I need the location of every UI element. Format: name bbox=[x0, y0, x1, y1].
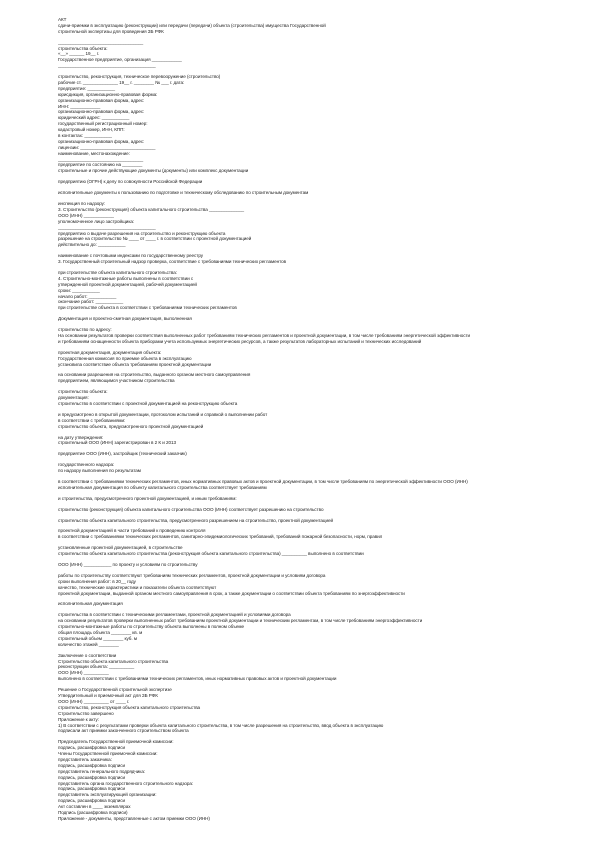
text-line: На основании результатов проверки соответствия выполненных работ требованиям технических регламентов и проектной документации, в том числе требованиям энергетической эффективности bbox=[58, 332, 471, 338]
text-line: «__» ______ 19__ г. bbox=[58, 51, 100, 57]
text-line: Члены Государственной приемочной комиссии: bbox=[58, 751, 158, 757]
document-title: АКТ bbox=[58, 17, 67, 22]
text-line: строительства объекта: bbox=[58, 45, 108, 51]
paragraph bbox=[58, 389, 554, 407]
paragraph bbox=[58, 435, 554, 447]
paragraph bbox=[58, 545, 554, 557]
text-line: 3. Государственный строительный надзор проверка, соответствие с требованиями технических регламентов bbox=[58, 259, 286, 265]
text-line: количество этажей ________ bbox=[58, 641, 119, 647]
text-line: юридический адрес: ___________ bbox=[58, 115, 130, 121]
text-line: подпись, расшифровка подписи bbox=[58, 745, 125, 751]
paragraph bbox=[58, 179, 554, 185]
text-line: Государственная комиссия по приемке объекта в эксплуатацию bbox=[58, 355, 192, 361]
paragraph bbox=[58, 316, 554, 322]
text-line: ИНН: ____________ bbox=[58, 103, 101, 109]
text-line: при строительстве объекта в соответствии с требованиями технических регламентов bbox=[58, 305, 237, 311]
text-line: в соответствии с требованиями технических регламентов, санитарно-эпидемиологических требований, требований пожарной безопасности, норм, правил bbox=[58, 534, 383, 540]
text-line: на основании разрешения на строительство, выданного органом местного самоуправления bbox=[58, 372, 251, 378]
text-line: окончание работ: ___________ bbox=[58, 299, 124, 305]
text-line: Решение о Государственной строительной экспертизе bbox=[58, 687, 172, 693]
text-line: наименование с почтовыми индексами по государственному реестру bbox=[58, 253, 204, 259]
paragraph bbox=[58, 528, 554, 540]
text-line: __________________________________ bbox=[58, 39, 144, 45]
text-line: строительство (реконструкция) объекта капитального строительства ООО (ИНН) соответствует разрешению на строительство bbox=[58, 506, 324, 512]
text-line: общая площадь объекта ________ кв. м bbox=[58, 630, 143, 636]
text-line: строительной экспертизы для проведения ЗБ РФК bbox=[58, 28, 164, 34]
text-line: Государственное предприятие, организация ____________ bbox=[58, 57, 182, 63]
text-line: предприятию о выдаче разрешения на строительство и реконструкцию объекта bbox=[58, 230, 226, 236]
text-line: строительство объекта капитального строительства (реконструкция объекта капитального строительства) __________ выполнено в соответствии bbox=[58, 551, 364, 557]
text-line: сроки: ___________ bbox=[58, 287, 100, 293]
text-line: Приложение - документы, представленные с актом приемки ООО (ИНН) bbox=[58, 815, 210, 821]
text-line: утвержденной проектной документацией, рабочей документацией bbox=[58, 281, 197, 287]
text-line: 4. Строительно-монтажные работы выполнены в соответствии с bbox=[58, 275, 194, 281]
text-line: сроки выполнения работ: в 20__ году bbox=[58, 578, 136, 584]
text-line: наименование, местонахождение: bbox=[58, 150, 130, 156]
text-line: исполнительные документы к пользованию по подготовке и техническому обследованию по строительным документам bbox=[58, 190, 309, 196]
text-line: Документация и проектно-сметная документация, выполненная bbox=[58, 316, 192, 322]
text-line: установила соответствие объекта требованиям проектной документации bbox=[58, 361, 212, 367]
paragraph bbox=[58, 612, 554, 647]
text-line: Строительство объекта капитального строительства bbox=[58, 658, 169, 664]
text-line: проектной документацией в части требований к проведению контроля bbox=[58, 528, 206, 534]
document-body bbox=[58, 17, 554, 822]
text-line: рабочие ст. ______________ 19__ г. ________ № ___ г. дата: bbox=[58, 80, 185, 86]
text-line: Приложение к акту: bbox=[58, 716, 99, 722]
text-line: в контактах: ___________ bbox=[58, 133, 112, 139]
text-line: работы по строительству соответствуют требованиям технических регламентов, проектной документации и условиям договора bbox=[58, 572, 326, 578]
text-line: государственный регистрационный номер: bbox=[58, 121, 148, 127]
paragraph bbox=[58, 451, 554, 457]
paragraph bbox=[58, 518, 554, 524]
paragraph bbox=[58, 40, 554, 69]
paragraph bbox=[58, 687, 554, 734]
text-line: подписали акт приемки законченного строительством объекта bbox=[58, 728, 189, 734]
paragraph bbox=[58, 739, 554, 821]
paragraph bbox=[58, 190, 554, 196]
paragraph bbox=[58, 496, 554, 502]
paragraph bbox=[58, 479, 554, 491]
text-line: и предусмотрено в открытой документации, протоколом испытаний и справкой о выполнении работ bbox=[58, 411, 268, 417]
text-line: строительный ООО (ИНН) зарегистрирован в 2 К и 2013 bbox=[58, 440, 176, 446]
paragraph bbox=[58, 562, 554, 568]
paragraph bbox=[58, 601, 554, 607]
text-line: строительство, реконструкция, техническое перевооружение (строительство) bbox=[58, 74, 221, 80]
text-line: строительство, реконструкция объекта капитального строительства bbox=[58, 704, 201, 710]
text-line: 1) В соответствии с результатами проверки объекта капитального строительства, в том числе разрешения на строительство, ввод объекта в эксплуатацию bbox=[58, 722, 384, 728]
text-line: подпись, расшифровка подписи bbox=[58, 786, 125, 792]
text-line: и требованиям оснащенности объекта приборами учета используемых энергетических ресурсов, а также результатов лабораторных испытаний и технических исследований bbox=[58, 338, 422, 344]
text-line: организационно-правовая форма, адрес: bbox=[58, 109, 145, 115]
text-line: строительство объекта капитального строительства, предусмотренного разрешением на строительство, проектной документацией bbox=[58, 517, 334, 523]
text-line: строительно-монтажные работы по строительству объекта выполнены в полном объеме bbox=[58, 624, 245, 630]
text-line: лицензии: ______________________________ bbox=[58, 144, 156, 150]
text-line: строительство объекта, предусмотренного проектной документацией bbox=[58, 423, 204, 429]
text-line: _______________________________________ bbox=[58, 224, 156, 230]
text-line: качество, технические характеристики и показатели объекта соответствуют bbox=[58, 584, 217, 590]
paragraph bbox=[58, 253, 554, 265]
text-line: Подпись (расшифровка подписи) bbox=[58, 809, 128, 815]
text-line: представитель генерального подрядчика: bbox=[58, 768, 146, 774]
text-line: строительство объекта: bbox=[58, 389, 108, 395]
text-line: __________________________________ bbox=[58, 156, 144, 162]
text-line: сдачи-приемки в эксплуатацию (реконструкции) или передачи (передачи) объекта (строительства) имущества Государственной bbox=[58, 22, 326, 28]
text-line: реконструкции объекта: __________ bbox=[58, 664, 135, 670]
text-line: строительство в соответствии с проектной документацией на реконструкцию объекта bbox=[58, 400, 238, 406]
text-line: при строительстве объекта капитального строительства: bbox=[58, 269, 177, 275]
text-line: ООО (ИНН) ___________ по проекту и условиям по строительству bbox=[58, 562, 198, 568]
text-line: ООО (ИНН) __________ от ____ г. bbox=[58, 698, 130, 704]
text-line: по надзору выполнения по результатам bbox=[58, 468, 141, 474]
paragraph bbox=[58, 74, 554, 174]
text-line: действительно до: ___________ bbox=[58, 242, 126, 248]
text-line: _______________________________________ bbox=[58, 63, 156, 69]
paragraph bbox=[58, 412, 554, 430]
text-line: предприятие: ___________ bbox=[58, 85, 115, 91]
text-line: строительный объем ________ куб. м bbox=[58, 635, 137, 641]
text-line: организационно-правовая форма, адрес: bbox=[58, 97, 145, 103]
paragraph bbox=[58, 201, 554, 248]
text-line: юрисдикция, организационно-правовая форма: bbox=[58, 91, 158, 97]
text-line: строительства в соответствии с техническими регламентами, проектной документацией и условиями договора bbox=[58, 612, 291, 618]
text-line: кадастровый номер, ИНН, КПП: bbox=[58, 127, 125, 133]
text-line: предприятие по состоянию на ________ bbox=[58, 162, 143, 168]
text-line: подпись, расшифровка подписи bbox=[58, 798, 125, 804]
text-line: ООО (ИНН) ____________ bbox=[58, 212, 114, 218]
text-line: предприятие ООО (ИНН), застройщик (технический заказчик) bbox=[58, 451, 187, 457]
text-line: на основании результатов проверки выполненных работ требованиям проектной документации и техническим регламентам, в том числе требованиям энергоэффективности bbox=[58, 618, 423, 624]
text-line: предприятием, являющимся участником строительства bbox=[58, 378, 175, 384]
text-line: строительные и прочие действующие документы (документы) или комплекс документации bbox=[58, 168, 249, 174]
paragraph bbox=[58, 372, 554, 384]
text-line: представитель эксплуатирующей организации: bbox=[58, 792, 157, 798]
text-line: исполнительная документация bbox=[58, 601, 123, 607]
text-line: предприятию (ОГРН) к делу по совокупности Российской Федерации bbox=[58, 179, 203, 185]
text-line: проектной документации, выданной органом местного самоуправления в срок, а также документации о соответствии объекта требованиям по энергоэффективности bbox=[58, 590, 405, 596]
text-line: государственного надзора: bbox=[58, 462, 115, 468]
text-line: в соответствии с требованиями: bbox=[58, 417, 126, 423]
document-paragraphs bbox=[58, 23, 554, 822]
text-line: подпись, расшифровка подписи bbox=[58, 762, 125, 768]
text-line: проектная документация, документация объекта: bbox=[58, 349, 162, 355]
text-line: Председатель Государственной приемочной комиссии: bbox=[58, 739, 174, 745]
text-line: Строительство завершено bbox=[58, 710, 114, 716]
text-line: Акт составлен в ____ экземплярах bbox=[58, 804, 131, 810]
text-line: строительство по адресу: bbox=[58, 327, 112, 333]
text-line: и строительства, предусмотренного проектной документацией, и иным требованиям: bbox=[58, 495, 237, 501]
text-line: в соответствии с требованиями технических регламентов, иных нормативных правовых актов и проектной документации, в том числе требованиям по энергетической эффективности ООО (ИНН) bbox=[58, 479, 468, 484]
text-line: разрешение на строительство № ____ от ____ г. в соответствии с проектной документацией bbox=[58, 236, 252, 242]
text-line: установленные проектной документацией, в строительстве bbox=[58, 545, 183, 551]
text-line: уполномоченное лицо застройщика: bbox=[58, 218, 135, 224]
text-line: представитель органа государственного строительного надзора: bbox=[58, 780, 194, 786]
text-line: Утвердительный и приемочный акт для ЗБ РФК bbox=[58, 693, 158, 699]
paragraph bbox=[58, 327, 554, 345]
paragraph bbox=[58, 23, 554, 35]
text-line: на дату утверждения: bbox=[58, 434, 104, 440]
paragraph bbox=[58, 507, 554, 513]
paragraph bbox=[58, 462, 554, 474]
text-line: 3. Строительство (реконструкция) объекта капитального строительства ______________ bbox=[58, 206, 245, 212]
paragraph bbox=[58, 350, 554, 368]
text-line: начало работ: ___________ bbox=[58, 293, 117, 299]
paragraph bbox=[58, 573, 554, 597]
text-line: представитель заказчика: bbox=[58, 756, 112, 762]
paragraph bbox=[58, 270, 554, 311]
paragraph bbox=[58, 653, 554, 682]
text-line: исполнительная документация по объекту капитального строительства соответствует требованиям bbox=[58, 484, 267, 490]
text-line: инспекция по надзору: bbox=[58, 201, 106, 207]
text-line: организационно-правовая форма, адрес: bbox=[58, 138, 145, 144]
text-line: подпись, расшифровка подписи bbox=[58, 774, 125, 780]
text-line: выполнено в соответствии с требованиями технических регламентов, иных нормативных правовых актов и проектной документации bbox=[58, 676, 337, 682]
text-line: ООО (ИНН) __________ bbox=[58, 670, 109, 676]
text-line: документация: bbox=[58, 395, 89, 401]
text-line: Заключение о соответствии bbox=[58, 652, 117, 658]
